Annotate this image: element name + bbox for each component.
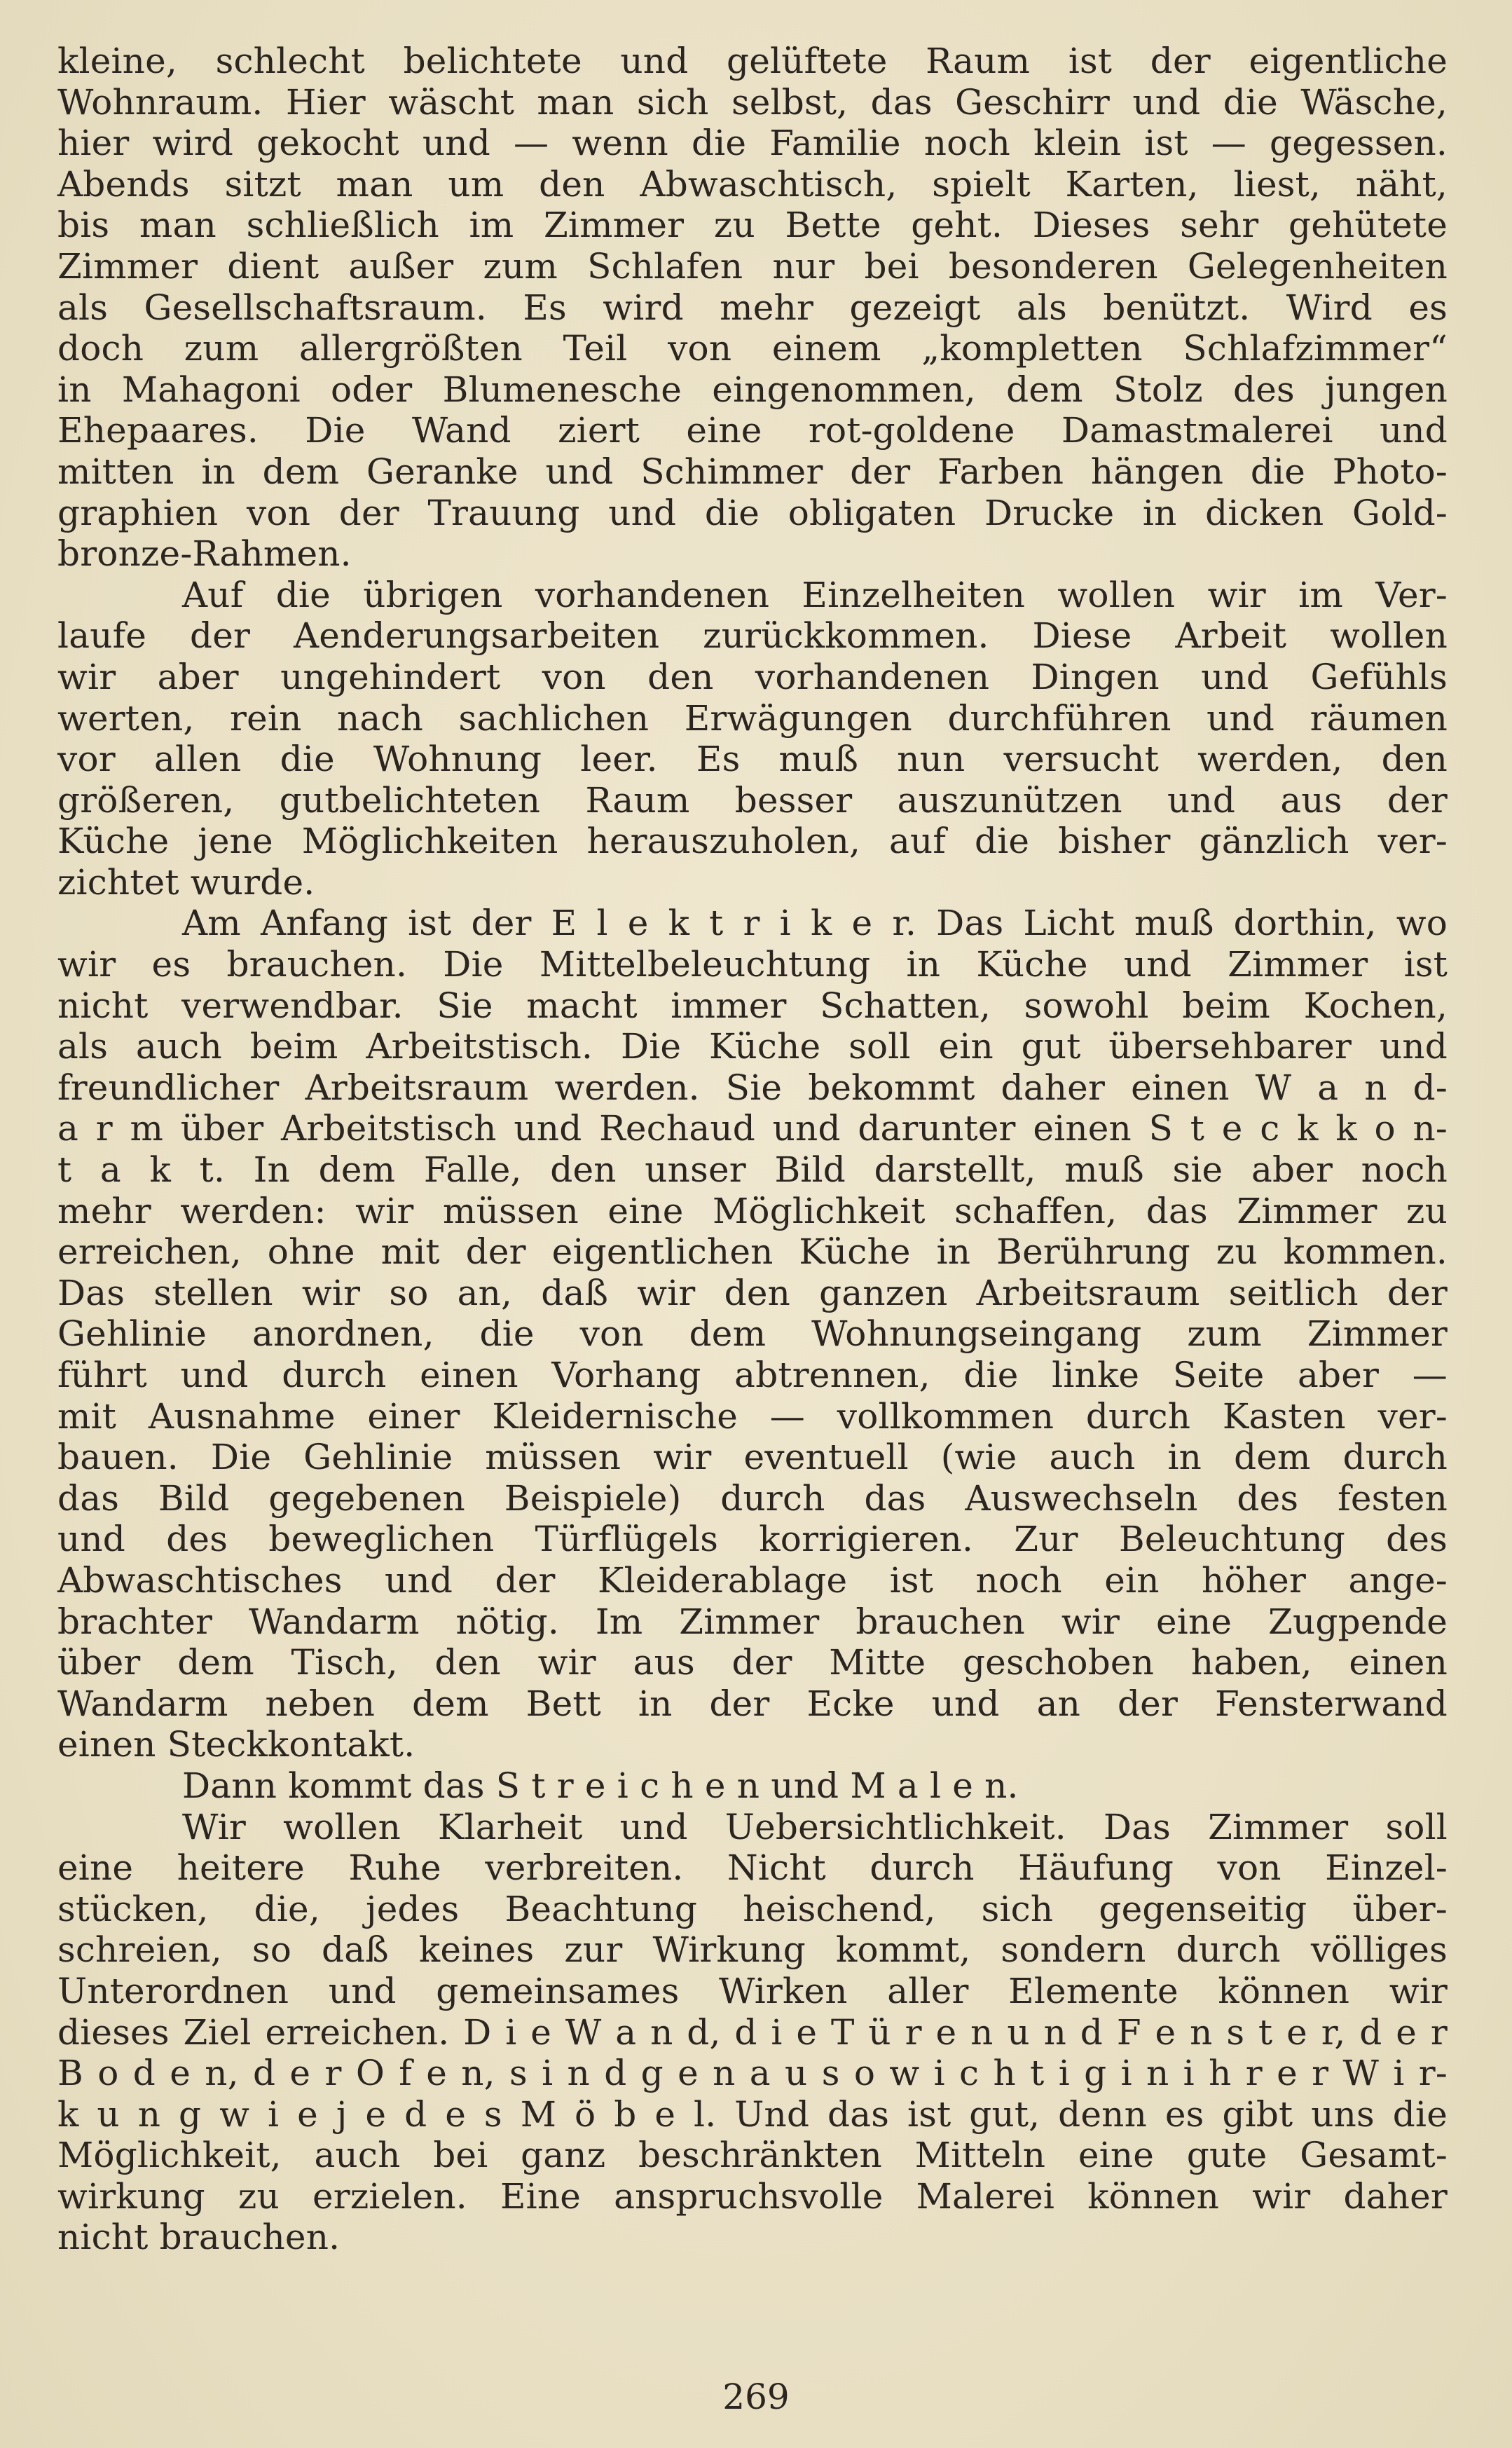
text-line: Möglichkeit, auch bei ganz beschränkten Mitteln eine gute Gesamt- <box>57 2135 1448 2176</box>
text-line: in Mahagoni oder Blumenesche eingenommen, dem Stolz des jungen <box>57 369 1448 410</box>
text-line: wir aber ungehindert von den vorhandenen Dingen und Gefühls <box>57 656 1448 697</box>
text-line: hier wird gekocht und — wenn die Familie noch klein ist — gegessen. <box>57 123 1448 164</box>
text-line: Wandarm neben dem Bett in der Ecke und an der Fensterwand <box>57 1683 1448 1724</box>
text-line: bis man schließlich im Zimmer zu Bette geht. Dieses sehr gehütete <box>57 205 1448 246</box>
text-line: als auch beim Arbeitstisch. Die Küche soll ein gut übersehbarer und <box>57 1026 1448 1067</box>
text-line: Ehepaares. Die Wand ziert eine rot-goldene Damastmalerei und <box>57 410 1448 451</box>
text-line: Das stellen wir so an, daß wir den ganzen Arbeitsraum seitlich der <box>57 1272 1448 1313</box>
text-line: werten, rein nach sachlichen Erwägungen durchführen und räumen <box>57 697 1448 739</box>
text-line: Abends sitzt man um den Abwaschtisch, spielt Karten, liest, näht, <box>57 163 1448 205</box>
text-line: graphien von der Trauung und die obligaten Drucke in dicken Gold- <box>57 492 1448 533</box>
text-line: Zimmer dient außer zum Schlafen nur bei besonderen Gelegenheiten <box>57 245 1448 287</box>
text-line: schreien, so daß keines zur Wirkung kommt, sondern durch völliges <box>57 1929 1448 1971</box>
text-line: laufe der Aenderungsarbeiten zurückkommen. Diese Arbeit wollen <box>57 615 1448 657</box>
text-line: brachter Wandarm nötig. Im Zimmer brauchen wir eine Zugpende <box>57 1601 1448 1642</box>
text-line: über dem Tisch, den wir aus der Mitte geschoben haben, einen <box>57 1642 1448 1683</box>
text-line: das Bild gegebenen Beispiele) durch das Auswechseln des festen <box>57 1477 1448 1519</box>
text-line: und des beweglichen Türflügels korrigieren. Zur Beleuchtung des <box>57 1519 1448 1560</box>
body-text <box>57 41 1448 2258</box>
text-line: wirkung zu erzielen. Eine anspruchsvolle Malerei können wir daher <box>57 2175 1448 2217</box>
text-line: wir es brauchen. Die Mittelbeleuchtung in Küche und Zimmer ist <box>57 944 1448 985</box>
text-line: mitten in dem Geranke und Schimmer der Farben hängen die Photo- <box>57 451 1448 492</box>
text-line: stücken, die, jedes Beachtung heischend, sich gegenseitig über- <box>57 1888 1448 1929</box>
text-line: einen Steckkontakt. <box>57 1724 415 1765</box>
text-line: als Gesellschaftsraum. Es wird mehr gezeigt als benützt. Wird es <box>57 287 1448 328</box>
text-line: Abwaschtisches und der Kleiderablage ist noch ein höher ange- <box>57 1559 1448 1601</box>
text-line: Auf die übrigen vorhandenen Einzelheiten wollen wir im Ver- <box>182 574 1448 615</box>
text-line: mehr werden: wir müssen eine Möglichkeit schaffen, das Zimmer zu <box>57 1190 1448 1231</box>
text-line: bronze-Rahmen. <box>57 533 352 575</box>
text-line: bauen. Die Gehlinie müssen wir eventuell (wie auch in dem durch <box>57 1437 1448 1478</box>
text-line: Küche jene Möglichkeiten herauszuholen, auf die bisher gänzlich ver- <box>57 821 1448 862</box>
text-line: dieses Ziel erreichen. D i e W a n d, d i e T ü r e n u n d F e n s t e r, d e r <box>57 2011 1448 2053</box>
text-line: zichtet wurde. <box>57 861 315 903</box>
text-line: t a k t. In dem Falle, den unser Bild darstellt, muß sie aber noch <box>57 1149 1448 1191</box>
page-number: 269 <box>722 2377 790 2417</box>
text-line: Dann kommt das S t r e i c h e n und M a l e n. <box>182 1765 1019 1806</box>
text-line: erreichen, ohne mit der eigentlichen Küche in Berührung zu kommen. <box>57 1231 1448 1273</box>
text-line: a r m über Arbeitstisch und Rechaud und darunter einen S t e c k k o n- <box>57 1108 1448 1149</box>
text-line: mit Ausnahme einer Kleidernische — vollkommen durch Kasten ver- <box>57 1395 1448 1437</box>
text-line: eine heitere Ruhe verbreiten. Nicht durch Häufung von Einzel- <box>57 1847 1448 1889</box>
text-line: k u n g w i e j e d e s M ö b e l. Und das ist gut, denn es gibt uns die <box>57 2093 1448 2135</box>
text-line: vor allen die Wohnung leer. Es muß nun versucht werden, den <box>57 739 1448 780</box>
text-line: nicht verwendbar. Sie macht immer Schatten, sowohl beim Kochen, <box>57 985 1448 1026</box>
text-line: Gehlinie anordnen, die von dem Wohnungseingang zum Zimmer <box>57 1313 1448 1355</box>
text-line: kleine, schlecht belichtete und gelüftete Raum ist der eigentliche <box>57 41 1448 81</box>
text-line: Am Anfang ist der E l e k t r i k e r. Das Licht muß dorthin, wo <box>182 903 1448 944</box>
text-line: Unterordnen und gemeinsames Wirken aller Elemente können wir <box>57 1970 1448 2011</box>
text-line: Wohnraum. Hier wäscht man sich selbst, das Geschirr und die Wäsche, <box>57 81 1448 123</box>
text-line: führt und durch einen Vorhang abtrennen, die linke Seite aber — <box>57 1355 1448 1395</box>
text-line: größeren, gutbelichteten Raum besser auszunützen und aus der <box>57 779 1448 821</box>
text-line: B o d e n, d e r O f e n, s i n d g e n a u s o w i c h t i g i n i h r e r W i r- <box>57 2053 1448 2094</box>
text-line: doch zum allergrößten Teil von einem „kompletten Schlafzimmer“ <box>57 328 1448 369</box>
text-line: Wir wollen Klarheit und Uebersichtlichkeit. Das Zimmer soll <box>182 1806 1448 1847</box>
text-line: freundlicher Arbeitsraum werden. Sie bekommt daher einen W a n d- <box>57 1067 1448 1108</box>
text-line: nicht brauchen. <box>57 2217 341 2258</box>
